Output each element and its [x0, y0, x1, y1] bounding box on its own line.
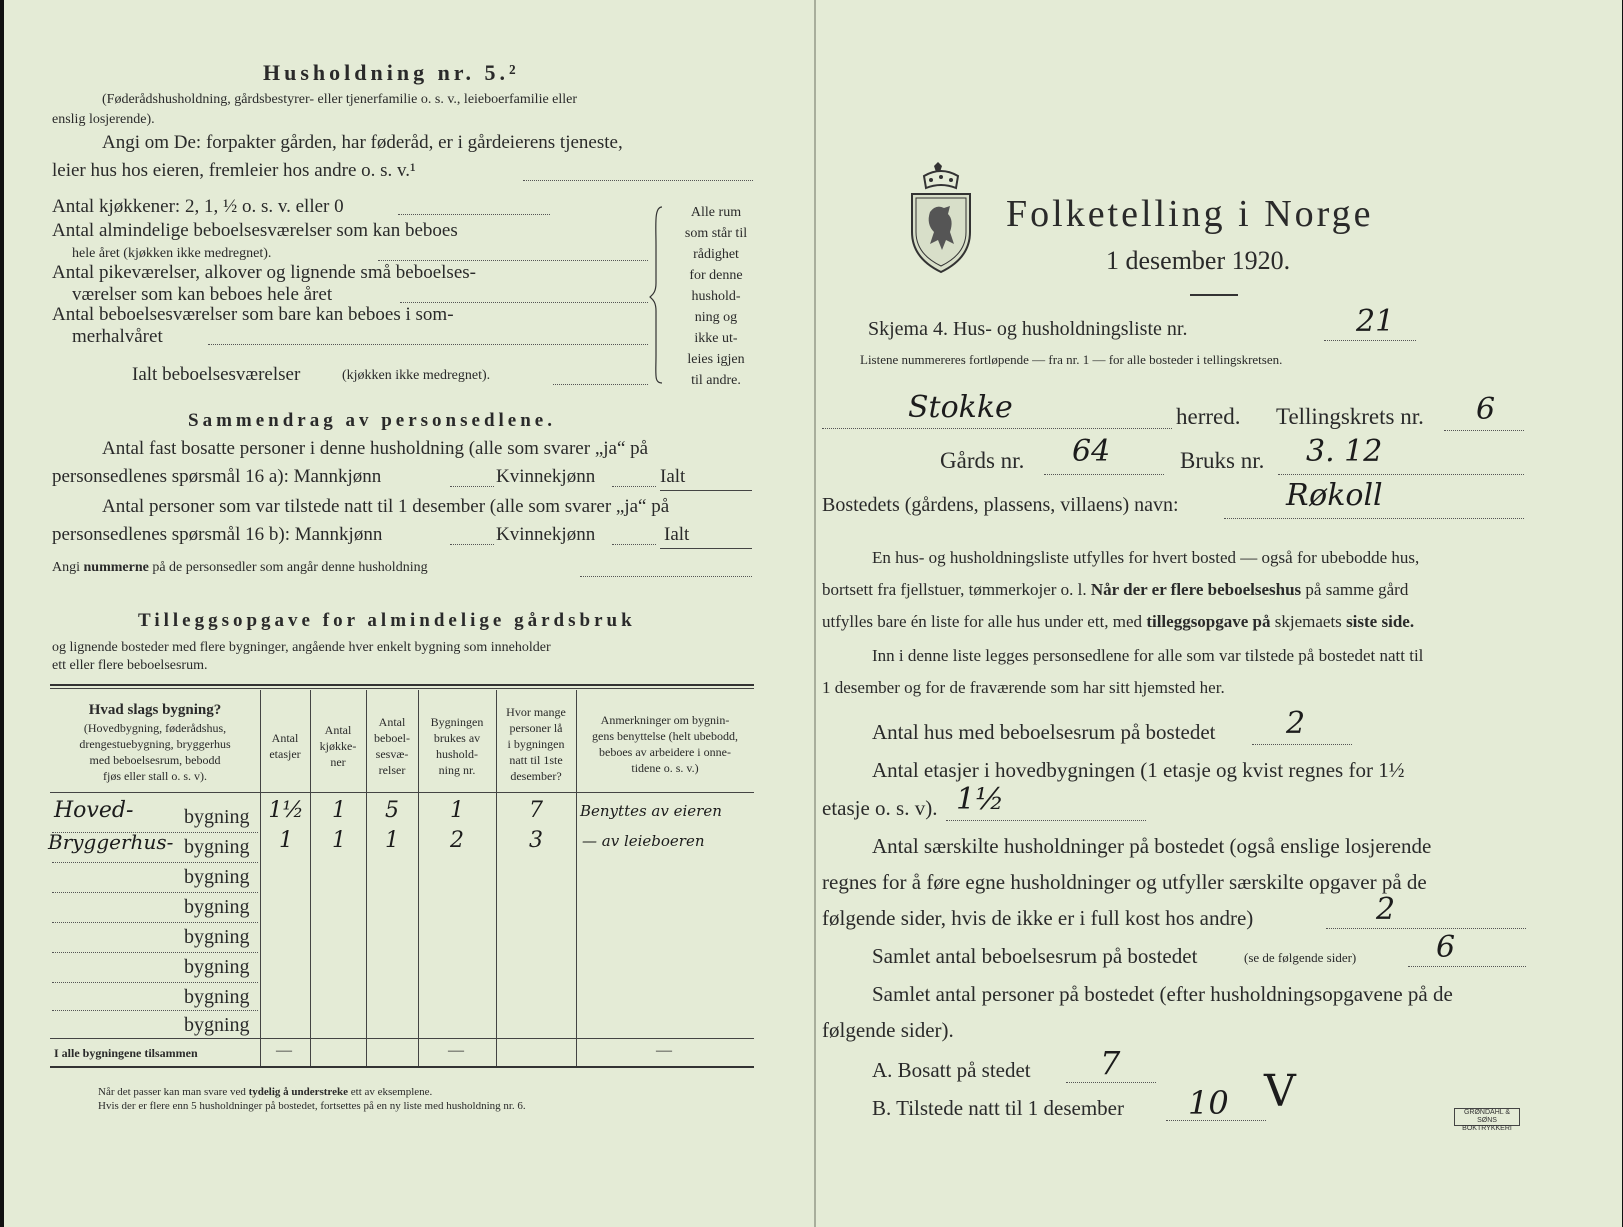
col-rooms-line: relser: [378, 763, 406, 777]
numbers-line-dots: [580, 576, 752, 577]
info-2-pre: bortsett fra fjellstuer, tømmerkojer o. l.: [822, 580, 1087, 599]
form-title: Folketelling i Norge: [1006, 193, 1374, 235]
sidenote-line: Alle rum: [690, 205, 742, 220]
row-suffix: bygning: [184, 926, 250, 948]
summer-rooms-label-2: merhalvåret: [72, 326, 163, 347]
rooms-note: (se de følgende sider): [1244, 950, 1357, 965]
summary-line-2: personsedlenes spørsmål 16 a): Mannkjønn: [52, 466, 382, 487]
present-total-label: Ialt: [664, 524, 690, 545]
col-floors-header: [261, 730, 309, 762]
present-female-line: [612, 544, 656, 545]
summary-line-3: Antal personer som var tilstede natt til 1 desember (alle som svarer „ja“ på: [102, 496, 670, 517]
row-kitchens: 1: [332, 828, 346, 853]
present-line: [1166, 1120, 1266, 1121]
households-question-3: følgende sider, hvis de ikke er i full kost hos andre): [822, 906, 1254, 930]
households-question-1: Antal særskilte husholdninger på bostedet (også enslige losjerende: [872, 834, 1432, 858]
farm-sub-1: og lignende bosteder med flere bygninger, angående hver enkelt bygning som inneholder: [52, 640, 551, 655]
households-line: [1326, 928, 1526, 929]
table-top-rule: [50, 684, 754, 686]
col-floors-line: etasjer: [269, 747, 301, 761]
row-persons: 3: [529, 828, 543, 853]
col-building-type-sub: med beboelsesrum, bebodd: [89, 753, 221, 767]
norwegian-coat-of-arms-icon: [906, 162, 976, 274]
resident-label: A. Bosatt på stedet: [872, 1058, 1031, 1082]
col-remarks-line: Anmerkninger om bygnin-: [600, 713, 730, 727]
col-persons-header: [497, 704, 575, 784]
summer-rooms-dots: [208, 344, 648, 345]
col-rooms-header: [367, 714, 417, 778]
present-male-line: [450, 544, 494, 545]
title-rule: [1190, 294, 1238, 296]
krets-label: Tellingskrets nr.: [1276, 404, 1424, 429]
row-floors: 1: [279, 828, 293, 853]
row-suffix: bygning: [184, 836, 250, 858]
table-bottom-rule: [50, 1066, 754, 1068]
persons-question-1: Samlet antal personer på bostedet (efter husholdningsopgavene på de: [872, 982, 1453, 1006]
sidenote-line: som står til: [684, 226, 748, 241]
col-rooms-line: sesvæ-: [375, 747, 409, 761]
row-floors: 1½: [268, 798, 304, 823]
schema-label: Skjema 4. Hus- og husholdningsliste nr.: [868, 318, 1188, 340]
present-label: B. Tilstede natt til 1 desember: [872, 1096, 1124, 1120]
total-rooms-note: (kjøkken ikke medregnet).: [342, 368, 491, 383]
households-question-2: regnes for å føre egne husholdninger og utfyller særskilte opgaver på de: [822, 870, 1427, 894]
gards-value: 64: [1072, 434, 1111, 469]
printer-stamp: GRØNDAHL & SØNS BOKTRYKKERI: [1454, 1108, 1520, 1126]
numbers-line: [52, 560, 428, 576]
resident-value: 7: [1100, 1044, 1121, 1082]
row-suffix: bygning: [184, 1014, 250, 1036]
rooms-value: 6: [1436, 930, 1456, 965]
footnote-2: Hvis der er flere enn 5 husholdninger på bostedet, fortsettes på en ny liste med husholdning nr. 6.: [98, 1100, 526, 1112]
table-total-label: I alle bygningene tilsammen: [54, 1046, 198, 1060]
maid-rooms-dots: [400, 302, 648, 303]
sidenote-line: rådighet: [693, 247, 739, 262]
maid-rooms-label-1: Antal pikeværelser, alkover og lignende små beboelses-: [52, 262, 476, 283]
household-heading: Husholdning nr. 5.²: [263, 60, 520, 85]
row-building-name: Bryggerhus-: [48, 830, 174, 854]
info-3-bold: tilleggsopgave på: [1146, 612, 1271, 631]
floors-line: [946, 820, 1146, 821]
col-persons-line: personer lå: [509, 721, 563, 735]
total-rooms-dots: [553, 384, 648, 385]
sidenote-line: ikke ut-: [694, 331, 738, 346]
col-persons-line: Hvor mange: [506, 705, 566, 719]
row-suffix: bygning: [184, 866, 250, 888]
info-3-mid: skjemaets: [1274, 612, 1342, 631]
resident-total-label: Ialt: [660, 466, 686, 487]
intro-line-1: Angi om De: forpakter gården, har føderåd, er i gårdeierens tjeneste,: [102, 132, 623, 153]
table-body-rule: [50, 1038, 754, 1039]
sidenote-line: ning og: [694, 310, 738, 325]
krets-line: [1444, 430, 1524, 431]
intro-answer-line: [523, 180, 753, 181]
col-building-type-sub: fjøs eller stall o. s. v).: [103, 769, 207, 783]
maid-rooms-label-2: værelser som kan beboes hele året: [72, 284, 333, 305]
census-form-sheet: [4, 0, 1622, 1227]
schema-number-line: [1324, 340, 1416, 341]
schema-number: 21: [1356, 304, 1395, 339]
col-floors-line: Antal: [271, 731, 299, 745]
present-total-line: [660, 548, 752, 549]
houses-question: Antal hus med beboelsesrum på bostedet: [872, 720, 1216, 744]
farm-heading: Tilleggsopgave for almindelige gårdsbruk: [138, 610, 636, 631]
ordinary-rooms-dots: [378, 260, 648, 261]
total-rooms-label: Ialt beboelsesværelser: [132, 364, 301, 385]
info-3-bold2: siste side.: [1346, 612, 1415, 631]
footnote-1-post: ett av eksemplene.: [350, 1086, 433, 1098]
row-line: [52, 922, 258, 923]
gards-line: [1044, 474, 1164, 475]
info-3-pre: utfylles bare én liste for alle hus under ett, med: [822, 612, 1143, 631]
info-2-post: på samme gård: [1305, 580, 1409, 599]
row-line: [52, 1010, 258, 1011]
resident-male-line: [450, 486, 494, 487]
col-household-line: Bygningen: [430, 715, 484, 729]
footnote-1: [98, 1086, 432, 1098]
row-suffix: bygning: [184, 806, 250, 828]
floors-value: 1½: [956, 782, 1005, 817]
row-suffix: bygning: [184, 956, 250, 978]
household-subheading-2: enslig losjerende).: [52, 112, 155, 127]
sidenote-line: til andre.: [691, 373, 741, 388]
rooms-brace: [648, 205, 668, 385]
row-line: [52, 832, 258, 833]
summary-heading: Sammendrag av personsedlene.: [188, 410, 556, 431]
row-household: 1: [450, 798, 464, 823]
kitchens-dots: [398, 214, 550, 215]
numbers-rest: på de personsedler som angår denne husholdning: [152, 560, 428, 575]
resident-total-line: [660, 490, 752, 491]
row-household: 2: [450, 828, 464, 853]
bruks-label: Bruks nr.: [1180, 448, 1265, 473]
present-value: 10: [1188, 1084, 1229, 1122]
herred-line: [822, 428, 1172, 429]
table-header-rule: [50, 792, 754, 793]
resident-line: [1066, 1082, 1156, 1083]
right-page: [814, 0, 1623, 1227]
col-building-type-sub: drengestuebygning, bryggerhus: [79, 737, 231, 751]
row-kitchens: 1: [332, 798, 346, 823]
row-line: [52, 892, 258, 893]
krets-value: 6: [1476, 392, 1496, 427]
households-value: 2: [1376, 892, 1396, 927]
ordinary-rooms-label-2: hele året (kjøkken ikke medregnet).: [72, 246, 272, 261]
col-household-line: hushold-: [436, 747, 478, 761]
check-mark: V: [1264, 1066, 1296, 1117]
total-dash: —: [448, 1042, 464, 1059]
rooms-sidenote: [674, 202, 758, 391]
total-dash: —: [276, 1042, 292, 1059]
bruks-line: [1278, 474, 1524, 475]
resident-female-label: Kvinnekjønn: [496, 466, 596, 487]
farm-sub-2: ett eller flere beboelsesrum.: [52, 658, 208, 673]
row-line: [52, 952, 258, 953]
sidenote-line: leies igjen: [687, 352, 745, 367]
present-female-label: Kvinnekjønn: [496, 524, 596, 545]
info-2-bold: Når der er flere beboelseshus: [1090, 580, 1302, 599]
col-rooms-line: Antal: [378, 715, 406, 729]
info-line-4: Inn i denne liste legges personsedlene for alle som var tilstede på bostedet natt til: [872, 646, 1424, 665]
info-line-1: En hus- og husholdningsliste utfylles for hvert bosted — også for ubebodde hus,: [872, 548, 1420, 567]
total-dash: —: [656, 1042, 672, 1059]
kitchens-label: Antal kjøkkener: 2, 1, ½ o. s. v. eller 0: [52, 196, 344, 217]
col-kitchens-header: [311, 722, 365, 770]
row-suffix: bygning: [184, 986, 250, 1008]
floors-question-1: Antal etasjer i hovedbygningen (1 etasje og kvist regnes for 1½: [872, 758, 1405, 782]
rooms-question: Samlet antal beboelsesrum på bostedet: [872, 944, 1198, 968]
bosted-label: Bostedets (gårdens, plassens, villaens) navn:: [822, 494, 1179, 516]
info-line-2: [822, 580, 1408, 600]
left-page: [8, 0, 808, 1227]
row-rooms: 1: [385, 828, 399, 853]
col-persons-line: desember?: [510, 769, 562, 783]
row-remarks: Benyttes av eieren: [580, 802, 722, 820]
row-rooms: 5: [385, 798, 399, 823]
footnote-1-bold: tydelig å understreke: [248, 1086, 348, 1098]
intro-line-2: leier hus hos eieren, fremleier hos andre o. s. v.¹: [52, 160, 416, 181]
houses-value: 2: [1286, 706, 1306, 741]
col-household-header: [419, 714, 495, 778]
bosted-value: Røkoll: [1286, 478, 1383, 513]
col-remarks-line: beboes av arbeidere i onne-: [599, 745, 731, 759]
col-remarks-line: tidene o. s. v.): [631, 761, 699, 775]
gards-label: Gårds nr.: [940, 448, 1025, 473]
row-line: [52, 982, 258, 983]
rooms-line: [1408, 966, 1526, 967]
summer-rooms-label-1: Antal beboelsesværelser som bare kan beboes i som-: [52, 304, 454, 325]
bruks-value: 3. 12: [1306, 434, 1383, 469]
col-household-line: ning nr.: [438, 763, 476, 777]
resident-female-line: [612, 486, 656, 487]
col-kitchens-line: Antal: [324, 723, 352, 737]
floors-question-2: etasje o. s. v).: [822, 796, 938, 820]
sidenote-line: for denne: [689, 268, 743, 283]
sidenote-line: hushold-: [691, 289, 741, 304]
col-persons-line: natt til 1ste: [509, 753, 563, 767]
info-line-3: [822, 612, 1414, 632]
row-suffix: bygning: [184, 896, 250, 918]
col-remarks-header: [577, 712, 753, 776]
row-persons: 7: [529, 798, 543, 823]
row-building-name: Hoved-: [54, 798, 134, 823]
bosted-line: [1224, 518, 1524, 519]
row-line: [52, 862, 258, 863]
summary-line-1: Antal fast bosatte personer i denne husholdning (alle som svarer „ja“ på: [102, 438, 649, 459]
table-top-rule-2: [50, 688, 754, 689]
summary-line-4: personsedlenes spørsmål 16 b): Mannkjønn: [52, 524, 383, 545]
col-persons-line: i bygningen: [507, 737, 565, 751]
household-subheading-1: (Føderådshusholdning, gårdsbestyrer- eller tjenerfamilie o. s. v., leieboerfamilie eller: [102, 92, 578, 107]
col-building-type-sub: (Hovedbygning, føderådshus,: [83, 721, 227, 735]
numbering-note: Listene nummereres fortløpende — fra nr. 1 — for alle bosteder i tellingskretsen.: [860, 352, 1283, 367]
col-household-line: brukes av: [433, 731, 481, 745]
numbers-prefix: Angi: [52, 560, 80, 575]
row-remarks: — av leieboeren: [582, 832, 705, 850]
col-kitchens-line: ner: [330, 755, 346, 769]
persons-question-2: følgende sider).: [822, 1018, 954, 1042]
houses-line: [1252, 744, 1352, 745]
col-kitchens-line: kjøkke-: [319, 739, 357, 753]
col-rooms-line: beboel-: [374, 731, 410, 745]
ordinary-rooms-label-1: Antal almindelige beboelsesværelser som kan beboes: [52, 220, 458, 241]
col-building-type-header: [52, 700, 258, 784]
herred-label: herred.: [1176, 404, 1241, 429]
info-line-5: 1 desember og for de fraværende som har sitt hjemsted her.: [822, 678, 1225, 697]
numbers-bold: nummerne: [83, 560, 149, 575]
form-date: 1 desember 1920.: [1106, 246, 1291, 275]
col-building-type-title: Hvad slags bygning?: [88, 702, 222, 718]
herred-value: Stokke: [908, 390, 1013, 425]
col-remarks-line: gens benyttelse (helt ubebodd,: [592, 729, 738, 743]
footnote-1-pre: Når det passer kan man svare ved: [98, 1086, 246, 1098]
